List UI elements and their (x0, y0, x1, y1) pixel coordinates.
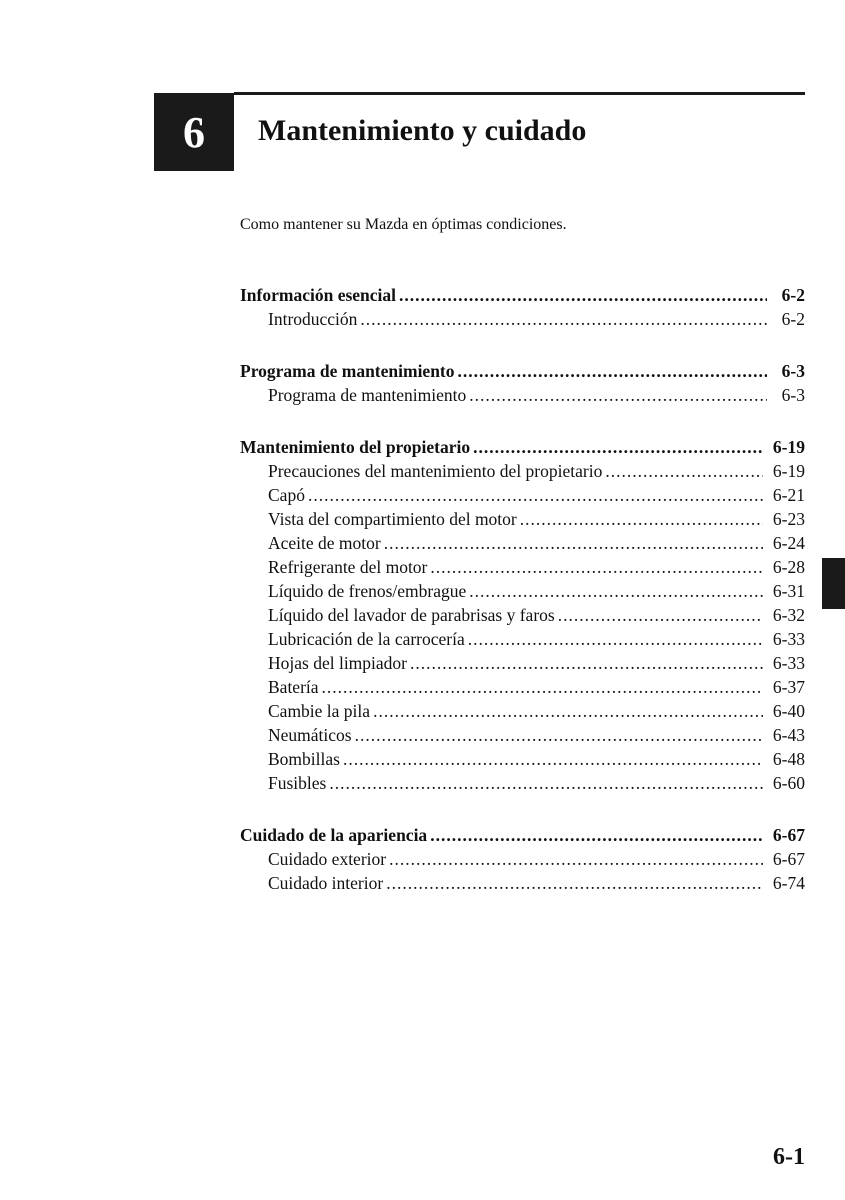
toc-entry-page: 6-40 (772, 701, 805, 721)
toc-section (240, 283, 805, 331)
toc-dot-leader (520, 507, 763, 531)
toc-heading-entry[interactable] (240, 435, 805, 459)
toc-entry-label: Líquido de frenos/embrague (268, 581, 467, 601)
toc-dot-leader (430, 555, 763, 579)
toc-item-entry[interactable] (240, 871, 805, 895)
toc-dot-leader (473, 435, 763, 459)
toc-dot-leader (558, 603, 763, 627)
chapter-subtitle: Como mantener su Mazda en óptimas condiciones. (240, 216, 567, 233)
toc-heading-entry[interactable] (240, 359, 805, 383)
toc-entry-page: 6-19 (772, 461, 805, 481)
toc-item-entry[interactable] (240, 307, 805, 331)
toc-dot-leader (410, 651, 763, 675)
toc-entry-label: Neumáticos (268, 725, 352, 745)
chapter-number: 6 (183, 107, 205, 157)
chapter-number-box (154, 93, 234, 171)
toc-entry-page: 6-67 (772, 849, 805, 869)
toc-item-entry[interactable] (240, 723, 805, 747)
toc-item-entry[interactable] (240, 459, 805, 483)
table-of-contents (240, 283, 805, 923)
toc-item-entry[interactable] (240, 507, 805, 531)
toc-entry-page: 6-43 (772, 725, 805, 745)
toc-entry-label: Cuidado de la apariencia (240, 825, 428, 845)
toc-dot-leader (399, 283, 767, 307)
toc-entry-page: 6-2 (781, 285, 805, 305)
toc-entry-label: Refrigerante del motor (268, 557, 428, 577)
toc-entry-label: Cuidado exterior (268, 849, 387, 869)
toc-entry-page: 6-74 (772, 873, 805, 893)
toc-entry-page: 6-67 (772, 825, 805, 845)
toc-entry-label: Cambie la pila (268, 701, 371, 721)
toc-entry-page: 6-48 (772, 749, 805, 769)
toc-entry-label: Vista del compartimiento del motor (268, 509, 517, 529)
toc-item-entry[interactable] (240, 383, 805, 407)
toc-item-entry[interactable] (240, 651, 805, 675)
toc-entry-page: 6-32 (772, 605, 805, 625)
toc-entry-label: Precauciones del mantenimiento del propietario (268, 461, 603, 481)
toc-entry-page: 6-3 (781, 385, 805, 405)
toc-entry-page: 6-60 (772, 773, 805, 793)
toc-dot-leader (329, 771, 763, 795)
toc-item-entry[interactable] (240, 531, 805, 555)
toc-entry-label: Programa de mantenimiento (268, 385, 467, 405)
page-number: 6-1 (773, 1144, 805, 1170)
toc-entry-label: Capó (268, 485, 305, 505)
toc-entry-label: Batería (268, 677, 319, 697)
toc-entry-page: 6-28 (772, 557, 805, 577)
toc-item-entry[interactable] (240, 603, 805, 627)
toc-dot-leader (322, 675, 763, 699)
toc-heading-entry[interactable] (240, 823, 805, 847)
toc-heading-entry[interactable] (240, 283, 805, 307)
toc-item-entry[interactable] (240, 579, 805, 603)
toc-dot-leader (389, 847, 763, 871)
toc-entry-page: 6-23 (772, 509, 805, 529)
toc-entry-label: Aceite de motor (268, 533, 381, 553)
toc-dot-leader (430, 823, 763, 847)
toc-entry-page: 6-31 (772, 581, 805, 601)
toc-entry-page: 6-19 (772, 437, 805, 457)
toc-entry-label: Líquido del lavador de parabrisas y faros (268, 605, 555, 625)
toc-entry-page: 6-3 (781, 361, 805, 381)
toc-entry-label: Introducción (268, 309, 358, 329)
toc-dot-leader (355, 723, 763, 747)
toc-item-entry[interactable] (240, 483, 805, 507)
title-rule (234, 92, 805, 95)
toc-entry-label: Lubricación de la carrocería (268, 629, 465, 649)
toc-dot-leader (343, 747, 763, 771)
chapter-title: Mantenimiento y cuidado (258, 114, 587, 147)
toc-item-entry[interactable] (240, 847, 805, 871)
toc-dot-leader (384, 531, 763, 555)
toc-section (240, 359, 805, 407)
toc-entry-page: 6-21 (772, 485, 805, 505)
toc-entry-page: 6-2 (781, 309, 805, 329)
toc-dot-leader (373, 699, 763, 723)
toc-item-entry[interactable] (240, 675, 805, 699)
toc-section (240, 823, 805, 895)
toc-item-entry[interactable] (240, 747, 805, 771)
toc-dot-leader (360, 307, 767, 331)
toc-dot-leader (308, 483, 763, 507)
toc-entry-label: Bombillas (268, 749, 340, 769)
toc-entry-label: Cuidado interior (268, 873, 384, 893)
toc-entry-label: Información esencial (240, 285, 397, 305)
toc-item-entry[interactable] (240, 699, 805, 723)
toc-entry-label: Mantenimiento del propietario (240, 437, 471, 457)
toc-dot-leader (469, 383, 767, 407)
toc-dot-leader (468, 627, 763, 651)
toc-dot-leader (458, 359, 767, 383)
toc-item-entry[interactable] (240, 555, 805, 579)
toc-entry-label: Fusibles (268, 773, 327, 793)
toc-item-entry[interactable] (240, 627, 805, 651)
toc-entry-page: 6-33 (772, 629, 805, 649)
toc-entry-page: 6-24 (772, 533, 805, 553)
toc-entry-label: Programa de mantenimiento (240, 361, 455, 381)
toc-dot-leader (386, 871, 763, 895)
toc-entry-page: 6-33 (772, 653, 805, 673)
toc-item-entry[interactable] (240, 771, 805, 795)
toc-dot-leader (469, 579, 763, 603)
toc-entry-label: Hojas del limpiador (268, 653, 408, 673)
toc-section (240, 435, 805, 795)
toc-entry-page: 6-37 (772, 677, 805, 697)
toc-dot-leader (605, 459, 763, 483)
chapter-side-tab (822, 558, 845, 609)
